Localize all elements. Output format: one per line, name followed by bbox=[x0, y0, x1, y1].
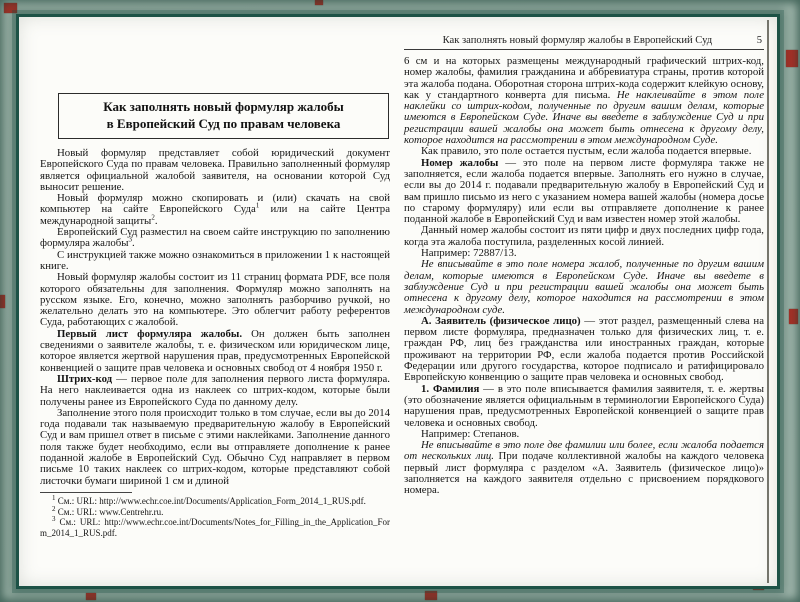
paragraph: Например: 72887/13. bbox=[421, 247, 517, 260]
footnotes bbox=[40, 493, 390, 538]
paragraph: $^3$ См.: URL: http://www.echr.coe.int/Documents/Notes_for_Filling_in_the_Application_Form_2014_1_RUS.pdf. bbox=[40, 515, 390, 538]
book-spread bbox=[16, 14, 780, 589]
red-registration-mark bbox=[0, 295, 5, 308]
paragraph: Не вписывайте в это поле номера жалоб, полученные по другим вашим делам, которые имеются в Европейском Суде. Иначе вы введете в заблуждение Суд и при регистрации вашей жалобы она может быть отнесена к другому делу, которое находится на рассмотрении в этом международном суде. bbox=[404, 258, 764, 316]
right-page bbox=[404, 35, 764, 497]
paragraph: Например: Степанов. bbox=[421, 427, 520, 440]
red-registration-mark bbox=[786, 50, 798, 67]
paragraph: Европейский Суд разместил на своем сайте инструкцию по заполнению формуляра жалобы$^3$. bbox=[40, 226, 390, 250]
left-page-body bbox=[40, 148, 390, 487]
paragraph: С инструкцией также можно ознакомиться в приложении 1 к настоящей книге. bbox=[40, 248, 390, 272]
paragraph: Первый лист формуляра жалобы. Он должен быть заполнен сведениями о заявителе жалобы, т. е. физическом или юридическом лице, которое является жертвой нарушения прав, предусмотренных Европейской конвенцией о защите прав человека и основных свобод от 4 ноября 1950 г. bbox=[40, 327, 390, 374]
paragraph: Данный номер жалобы состоит из пяти цифр и двух последних цифр года, когда эта жалоба поступила, разделенных косой линией. bbox=[404, 224, 764, 248]
paragraph: Новый формуляр представляет собой юридический документ Европейского Суда по правам человека. Правильно заполненный формуляр является официальной жалобой заявителя, на основании которой Суд выносит решение. bbox=[40, 147, 390, 193]
footnote-separator bbox=[40, 492, 132, 493]
right-page-body bbox=[404, 56, 764, 497]
red-registration-mark bbox=[425, 591, 437, 600]
page-stack-edge bbox=[767, 20, 769, 583]
chapter-title-box bbox=[58, 93, 389, 139]
left-page bbox=[40, 93, 390, 538]
red-registration-mark bbox=[315, 0, 323, 5]
paragraph: Заполнение этого поля происходит только в том случае, если вы до 2014 года подавали так называемую предварительную жалобу в Европейский Суд и вам пришел ответ в письме с этими наклейками. Заполнение данного поля также будет необходимо, если вы отправляете дополнение к ранее поданной жалобе в Европейский Суд. Обычно Суд направляет в первом письме 10 таких наклеек со штрих-кодом, которые представляют собой листочки бумаги шириной 1 см и длиной bbox=[40, 406, 390, 487]
paragraph: 1. Фамилия — в это поле вписывается фамилия заявителя, т. е. жертвы (это обозначение является официальным в терминологии Европейского Суда) нарушения прав, предусмотренных Европейской конвенцией о защите прав человека и основных свобод. bbox=[404, 382, 764, 429]
running-header-title: Как заполнять новый формуляр жалобы в Европейский Суд bbox=[442, 35, 713, 46]
page-number: 5 bbox=[756, 35, 762, 46]
paragraph: $^2$ См.: URL: www.Centrehr.ru. bbox=[52, 504, 164, 517]
red-registration-mark bbox=[789, 309, 798, 324]
paragraph: Штрих-код — первое поле для заполнения первого листа формуляра. На него наклеивается одна из наклеек со штрих-кодом, которые были получены ранее из Европейского Суда по данному делу. bbox=[40, 372, 390, 408]
paragraph: Новый формуляр жалобы состоит из 11 страниц формата PDF, все поля которого обязательны для заполнения. Формуляр можно заполнять на русском языке. Его, конечно, можно заполнять разборчиво ручкой, но желательно делать это на компьютере. Это облегчит работу референтов Суда, работающих с жалобой. bbox=[40, 271, 390, 329]
running-header bbox=[404, 35, 764, 50]
paragraph: Как правило, это поле остается пустым, если жалоба подается впервые. bbox=[421, 145, 752, 158]
paragraph: $^1$ См.: URL: http://www.echr.coe.int/Documents/Application_Form_2014_1_RUS.pdf. bbox=[52, 493, 366, 506]
paragraph: А. Заявитель (физическое лицо) — этот раздел, размещенный слева на первом листе формуляра, предназначен только для физических лиц, т. е. граждан РФ, лиц без гражданства или иностранных граждан, которые проживают на территории РФ, если жалоба подается против Российской Федерации или другого государства, которое подписало и ратифицировало Европейскую конвенцию о защите прав человека и основных свобод. bbox=[404, 314, 764, 384]
chapter-title-line-2: в Европейский Суд по правам человека bbox=[106, 115, 341, 131]
paragraph: 6 см и на которых размещены международный графический штрих-код, номер жалобы, фамилия гражданина и аббревиатура страны, против которой эта жалоба подана. Оборотная сторона штрих-кода содержит клейкую основу, как у стандартного конверта для письма. Не наклеивайте в этом поле наклейки со штрих-кодом, полученные по другим вашим делам, которые имеются в Европейском Суде. Иначе вы введете в заблуждение Суд и при регистрации вашей жалобы она может быть отнесена к другому делу, которое находится на рассмотрении в этом международном Суде. bbox=[404, 55, 764, 147]
paragraph: Номер жалобы — это поле на первом листе формуляра также не заполняется, если жалоба подается впервые. Заполнять его нужно в случае, если вы до 2014 г. подавали предварительную жалобу в Европейский Суд и вам пришло письмо из него с указанием номера вашей жалобы (номера досье по старому формуляру) или если вы отправляете дополнение к ранее поданной жалобе в Европейский Суд и вам известен номер этой жалобы. bbox=[404, 156, 764, 226]
paragraph: Новый формуляр можно скопировать и (или) скачать на свой компьютер на сайте Европейского Суда$^1$ или на сайте Центра международной защиты$^2$. bbox=[40, 192, 390, 227]
red-registration-mark bbox=[4, 3, 17, 13]
paragraph: Не вписывайте в это поле две фамилии или более, если жалоба подается от нескольких лиц. При подаче коллективной жалобы на каждого человека первый лист формуляра с разделом «А. Заявитель (физическое лицо)» заполняется на каждого заявителя отдельно с присвоением порядкового номера. bbox=[404, 439, 764, 497]
chapter-title-line-1: Как заполнять новый формуляр жалобы bbox=[103, 99, 344, 114]
red-registration-mark bbox=[86, 593, 96, 600]
